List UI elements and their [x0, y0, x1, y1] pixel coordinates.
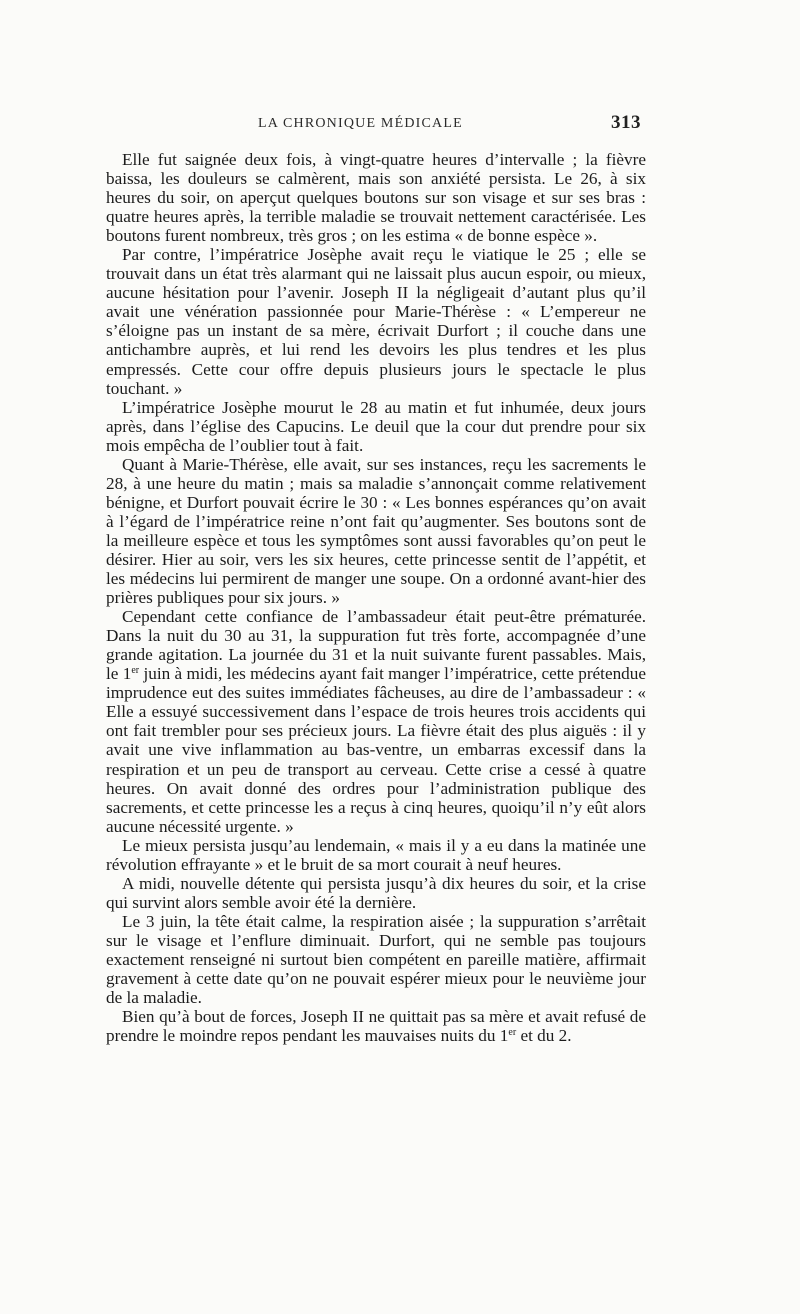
paragraph: Quant à Marie-Thérèse, elle avait, sur ses instances, reçu les sacrements le 28, à une heure du matin ; mais sa maladie s’annonçait comme relativement bénigne, et Durfort pouvait écrire le 30 : « Les bonnes espérances qu’on avait à l’égard de l’impératrice reine n’ont fait qu’augmenter. Ses boutons sont de la meilleure espèce et tous les symptômes sont aussi favorables qu’on peut le désirer. Hier au soir, vers les six heures, cette princesse sentit de l’appétit, et les médecins lui permirent de manger une soupe. On a ordonné avant-hier des prières publiques pour six jours. » [106, 454, 646, 608]
paragraph: Le mieux persista jusqu’au lendemain, « mais il y a eu dans la matinée une révolution effrayante » et le bruit de sa mort courait à neuf heures. [106, 835, 646, 874]
paragraph: L’impératrice Josèphe mourut le 28 au matin et fut inhumée, deux jours après, dans l’église des Capucins. Le deuil que la cour dut prendre pour six mois empêcha de l’oublier tout à fait. [106, 397, 646, 455]
paragraph-text: juin à midi, les médecins ayant fait manger l’impératrice, cette prétendue imprudence eut des suites immédiates fâcheuses, au dire de l’ambassadeur : « Elle a essuyé successivement dans l’espace de trois heures trois accidents qui ont fait trembler pour ses précieux jours. La fièvre était des plus aiguës : il y avait une vive inflammation au bas-ventre, un embarras excessif dans la respiration et un peu de transport au cerveau. Cette crise a cessé à quatre heures. On avait donné des ordres pour l’administration publique des sacrements, et cette princesse les a reçus à cinq heures, quoiqu’il n’y eût alors aucune nécessité urgente. » [106, 664, 646, 836]
body-text [106, 150, 646, 1045]
paragraph [106, 607, 646, 836]
ordinal-superscript: er [131, 665, 140, 677]
paragraph-text: et du 2. [516, 1026, 572, 1046]
paragraph-text: Cependant cette confiance de l’ambassadeur était peut-être prématurée. Dans la nuit du 30 au 31, la suppuration fut très forte, accompagnée d’une grande agitation. La journée du 31 et la nuit suivante furent passables. Mais, le 1 [106, 607, 646, 684]
ordinal-superscript: er [508, 1027, 517, 1039]
paragraph [106, 1007, 646, 1045]
paragraph-text: Bien qu’à bout de forces, Joseph II ne quittait pas sa mère et avait refusé de prendre le moindre repos pendant les mauvaises nuits du 1 [106, 1007, 646, 1046]
paragraph: Le 3 juin, la tête était calme, la respiration aisée ; la suppuration s’arrêtait sur le visage et l’enflure diminuait. Durfort, qui ne semble pas toujours exactement renseigné ni surtout bien compétent en pareille matière, affirmait gravement à cette date qu’on ne pouvait espérer mieux pour le neuvième jour de la maladie. [106, 911, 646, 1008]
paragraph: Par contre, l’impératrice Josèphe avait reçu le viatique le 25 ; elle se trouvait dans un état très alarmant qui ne laissait plus aucun espoir, ou mieux, aucune hésitation pour l’avenir. Joseph II la négligeait d’autant plus qu’il avait une vénération passionnée pour Marie-Thérèse : « L’empereur ne s’éloigne pas un instant de sa mère, écrivait Durfort ; il couche dans une antichambre auprès, et lui rend les devoirs les plus tendres et les plus empressés. Cette cour offre depuis plusieurs jours le spectacle le plus touchant. » [106, 245, 646, 398]
paragraph: Elle fut saignée deux fois, à vingt-quatre heures d’intervalle ; la fièvre baissa, les douleurs se calmèrent, mais son anxiété persista. Le 26, à six heures du soir, on aperçut quelques boutons sur son visage et sur ses bras : quatre heures après, la terrible maladie se trouvait nettement caractérisée. Les boutons furent nombreux, très gros ; on les estima « de bonne espèce ». [106, 150, 646, 246]
running-title: LA CHRONIQUE MÉDICALE [258, 116, 463, 131]
page-number: 313 [611, 112, 641, 133]
paragraph: A midi, nouvelle détente qui persista jusqu’à dix heures du soir, et la crise qui survint alors semble avoir été la dernière. [106, 873, 646, 912]
